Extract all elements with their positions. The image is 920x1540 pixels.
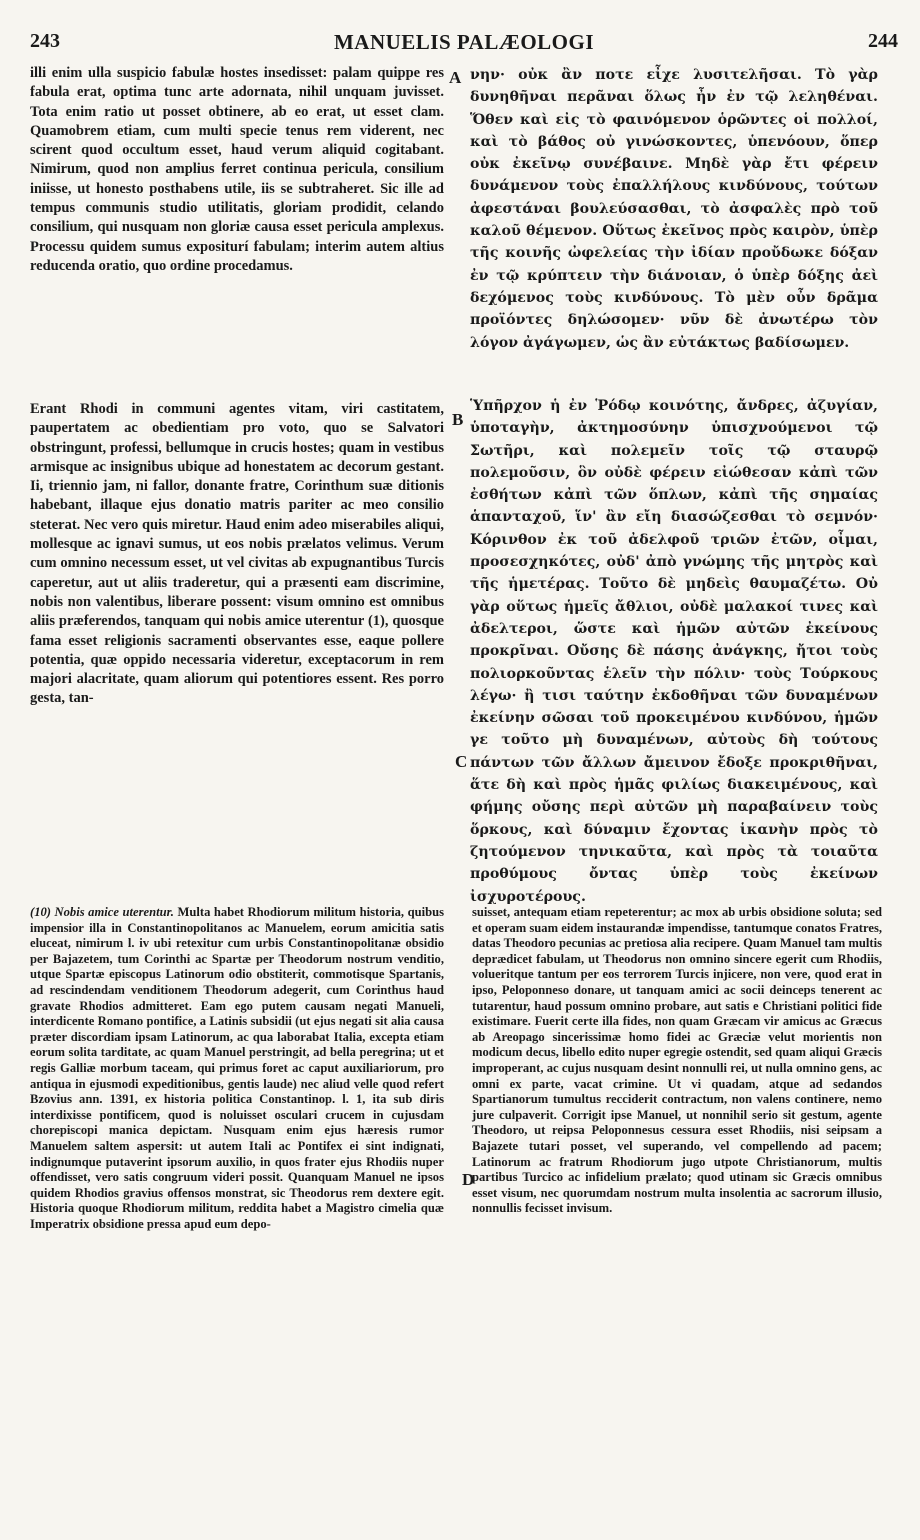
latin-text-part-2: Erant Rhodi in communi agentes vitam, viri castitatem, paupertatem ac obedientiam pro voto, quo se Salvatori obstringunt, professi, bellumque in crucis hostes; quam in vestibus armisque ac insignibus ubique ad honestatem ac decorum gestant. Ii, triennio jam, ni fallor, donante fratre, Corinthum suæ ditionis habebant, illaque ejus donatio matris pariter ac meo consilio steterat. Nec vero quis miretur. Haud enim adeo miserabiles aliqui, mollesque ac ignavi sumus, ut eos nobis prælatos velimus. Verum cum omnino necessum esset, ut vel civitas ab expugnantibus Turcis caperetur, aut ut aliis traderetur, qui a præsenti eam discrimine, nobis non valentibus, liberare possent: visum omnino est omnibus aliis præferendos, tanquam qui nobis amice uterentur (1), quosque fama esset religionis sacramenti observantes esse, eaque pollere potentia, quæ oppido necessaria videretur, exceptacorum in rem majori alacritate, quam aliorum qui potentiores essent. Res porro gesta, tan-: [30, 401, 444, 707]
margin-letter-b: B: [452, 410, 464, 429]
page-number-left: 243: [30, 30, 60, 52]
greek-text-part-2: Ὑπῆρχον ἡ ἐν Ῥόδῳ κοινότης, ἄνδρες, ἀζυγίαν, ὑποταγὴν, ἀκτημοσύνην ὑπισχνούμενοι τῷ Σωτῆρι, καὶ πολεμεῖν τοῖς τῷ σταυρῷ πολεμοῦσιν, ὃν οὐδὲ φέρειν εἰώθεσαν κἀπὶ τῶν ἐσθήτων κἀπὶ τῶν ὅπλων, κἀπὶ τῆς σημαίας ἁπανταχοῦ, ἵν' ἂν εἴη διασώζεσθαι τὸ σεμνόν· Κόρινθον ἐκ τοῦ ἀδελφοῦ τριῶν ἐτῶν, οἶμαι, προσεσχηκότες, οὐδ' ἀπὸ γνώμης τῆς μητρὸς καὶ τῆς ἡμετέρας. Τοῦτο δὲ μηδεὶς θαυμαζέτω. Οὐ γὰρ οὕτως ἡμεῖς ἄθλιοι, οὐδὲ μαλακοί τινες καὶ ἀδελτεροι, ὥστε καὶ ἡμῶν αὐτῶν ἐκείνους προκρῖναι. Οὔσης δὲ πάσης ἀνάγκης, ἤτοι τοὺς πολιορκοῦντας ἑλεῖν τὴν πόλιν· τοὺς Τούρκους λέγω· ἢ τισι ταύτην ἐκδοθῆναι τῶν δυναμένων ἐκείνην σῶσαι τοῦ προκειμένου κινδύνου, ἡμῶν γε τοῦτο μὴ δυναμένων, αὐτοὺς δὴ τούτους πάντων τῶν ἄλλων ἄμεινον ἔδοξε προκριθῆναι, ἅτε δὴ καὶ πρὸς ἡμᾶς φιλίως διακειμένους, καὶ φήμης οὔσης περὶ αὐτῶν μὴ παραβαίνειν τοὺς ὅρκους, καὶ δύναμιν ἔχοντας ἱκανὴν πρὸς τὸ ζητούμενον τηνικαῦτα, καὶ πρὸς τὰ τοιαῦτα προθύμους ὄντας ὑπὲρ τοὺς ἐκείνων ἰσχυροτέρους.: [470, 398, 878, 905]
margin-letter-d: D: [462, 1170, 475, 1189]
greek-text-part-1: νην· οὐκ ἂν ποτε εἶχε λυσιτελῆσαι. Τὸ γὰρ δυνηθῆναι περᾶναι ὅλως ἦν ἐν τῷ λεληθέναι. Ὅθεν καὶ εἰς τὸ φαινόμενον ὁρῶντες οἱ πολλοί, καὶ τὸ βάθος οὐ γινώσκοντες, ὑπενόουν, ὅπερ οὐκ ἐκεῖνῳ συνέβαινε. Μηδὲ γὰρ ἔτι φέρειν δυνάμενον τοὺς ἐπαλλήλους κινδύνους, τούτων ἀφεστάναι βουλεύσασθαι, τὸ ἀσφαλὲς πρὸ τοῦ καλοῦ θέμενον. Οὕτως ἐκεῖνος πρὸς καιρὸν, ὑπὲρ τῆς κοινῆς ὠφελείας τὴν ἰδίαν προὔδωκε δόξαν ἐν τῷ κρύπτειν τὴν διάνοιαν, ὁ ὑπὲρ δόξης ἀεὶ δεχόμενος τοὺς κινδύνους. Τὸ μὲν οὖν δρᾶμα προϊόντες δηλώσομεν· νῦν δὲ ἀνωτέρω τὸν λόγον ἀγάγωμεν, ὡς ἂν εὐτάκτως βαδίσωμεν.: [470, 67, 878, 351]
page-number-right: 244: [868, 30, 898, 52]
running-title: MANUELIS PALÆOLOGI: [333, 30, 595, 54]
footnote-text-right: suisset, antequam etiam repeterentur; ac mox ab urbis obsidione soluta; sed et operam suam eidem instaurandæ impendisse, tantumque conatos Fratres, datas Theodoro pecunias ac pretiosa alia recipere. Quam Manuel tam multis deprædicet fabulam, ut Theodorus non omnino sincere egerit cum Rhodiis, volueritque tantum per eos terrorem Turcis injicere, non vere, quod erat in ipso, Peloponneso donare, ut tanquam amici ac socii deinceps tenerent ac tutarentur, haud possum omnino probare, aut satis e Christiani politici fide existimare. Fuerit certe illa fides, non quam Græcam vir amicus ac Græcus ab Areopago sincerissimæ homo fidei ac Græciæ velut morientis non modicum decus, libello edito nuper egregie ostendit, sed quam aliqui Græcis improperant, ac cujus nusquam desint nonnulli rei, ut nulla omnino gens, ac omni ex parte, vacat crimine. Ut vi quadam, atque ad sedandos Spartianorum tumultus recciderit contractum, non valens continere, nemo jure culpaverit. Corrigit ipse Manuel, ut nonnihil serio sit gestum, agente Theodoro, ut reipsa Peloponnesus cessura esset Rhodiis, nisi seipsam a Bajazete tutari posset, vel superando, vel compellendo ad pacem; Latinorum ac fratrum Rhodiorum jugo utpote Christianorum, multis partibus Turcico ac infidelium prælato; quod utinam sic Græcis omnibus esset visum, nec quorumdam nostrum multa insolentia ac sacrorum illusio, nonnullis fecisset invisum.: [472, 905, 882, 1216]
footnote-text-left: Multa habet Rhodiorum militum historia, quibus impensior illa in Constantinopolitanos ac Manuelem, eorum amicitia satis eluceat, nimirum l. iv ubi retexitur cum urbis Constantinopolitanæ obsidio per Bajazetem, tum Corinthi ac Spartæ per Theodorum nostrum venditio, utque Spartæ episcopus Latinorum odio obstiterit, commotisque Spartanis, ad rescindendam venditionem Theodorum adegerit, cum Corinthus haud gravate Rhodios admitteret. Eam ego putem causam negati Manueli, interdicente Romano pontifice, a Latinis subsidii (ut ejus negati sit alia causa præter discordiam ipsam Latinorum, ac qua laborabat Italia, excepta etiam eorum solita tarditate, ac quam Manuel perstringit, ad bella peregrina; ut et regis Galliæ morbum taceam, qui primus foret ac caput auxiliariorum, pro antiqua in ejusmodi expeditionibus, gentis laude) nec aliud velle quod refert Bzovius ann. 1391, ex historia politica Constantinop. l. 1, ita sub diris interdixisse pontificem, quod is noluisset osculari crucem in cujusdam chorepiscopi manica depictam. Nusquam enim ejus hæresis rumor Manuelem saltem aspersit: ut autem Itali ac Pontifex ei sint indignati, indignumque putaverint ipsorum auxilio, in quos frater ejus Rhodiis nuper offendisset, vero satis congruum videri possit. Quanquam Manuel ne ipsos quidem Rhodios gravius offensos monstrat, sic Theodorus rem dextere egit. Historia quoque Rhodiorum militum, reddita habet a Magistro cimelia quæ Imperatrix obsidione pressa apud eum depo-: [30, 905, 444, 1231]
margin-letter-c: C: [455, 752, 468, 771]
margin-letter-a: A: [449, 68, 462, 87]
latin-text-part-1: illi enim ulla suspicio fabulæ hostes insedisset: palam quippe res fabula erat, optima tunc arte adornata, nihil unquam juvisset. Tota enim ratio ut posset obtinere, ab eo erat, ut esset clam. Quamobrem etiam, cum multi specie tenus rem viderent, nec scirent quod occultum esset, haud verum aliquid cogitabant. Nimirum, quod non amplius ferret continua pericula, consilium iniisse, ut honesto posthabens utile, iis se subtraheret. Sic ille ad tempus communis studio utilitatis, gloriam prodidit, celando consilium, qui nusquam non gloriæ causa esset pericula amplexus. Processu quidem sumus expositurí fabulam; interim autem altius reducenda oratio, quo ordine procedamus.: [30, 65, 444, 274]
footnote-reference: (10) Nobis amice uterentur.: [30, 905, 178, 919]
footnote-left-column: [30, 905, 444, 1500]
page-header: [30, 30, 898, 56]
